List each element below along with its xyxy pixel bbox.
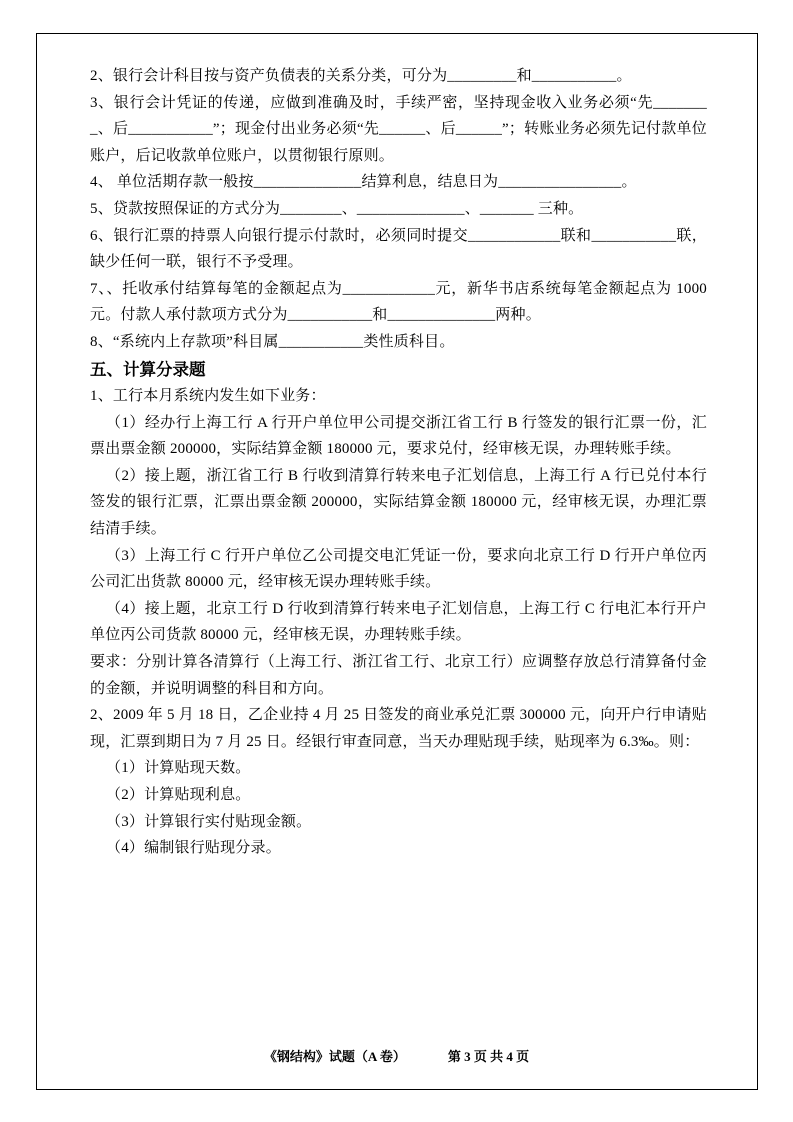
document-content bbox=[90, 63, 707, 862]
question-7: 7、、托收承付结算每笔的金额起点为____________元，新华书店系统每笔金额起点为 1000 元。付款人承付款项方式分为___________和______________两种。 bbox=[90, 280, 707, 324]
calc-problem-1-intro: 1、工行本月系统内发生如下业务： bbox=[90, 388, 326, 405]
calc-problem-2-item-1: （1）计算贴现天数。 bbox=[106, 760, 251, 777]
footer-page-number: 第 3 页 共 4 页 bbox=[447, 1049, 530, 1064]
footer-exam-title: 《钢结构》试题（A 卷） bbox=[263, 1049, 406, 1064]
question-3: 3、银行会计凭证的传递，应做到准确及时，手续严密，坚持现金收入业务必须“先________、后___________”；现金付出业务必须“先______、后______”；转账业务必须先记付款单位账户，后记收款单位账户，以贯彻银行原则。 bbox=[90, 94, 707, 164]
calc-problem-1-requirement: 要求：分别计算各清算行（上海工行、浙江省工行、北京工行）应调整存放总行清算备付金的金额，并说明调整的科目和方向。 bbox=[90, 653, 707, 697]
calc-problem-2-item-2: （2）计算贴现利息。 bbox=[106, 786, 251, 803]
calc-problem-1-item-3: （3）上海工行 C 行开户单位乙公司提交电汇凭证一份，要求向北京工行 D 行开户单位丙公司汇出货款 80000 元，经审核无误办理转账手续。 bbox=[90, 547, 707, 591]
calc-problem-1-item-1: （1）经办行上海工行 A 行开户单位甲公司提交浙江省工行 B 行签发的银行汇票一份，汇票出票金额 200000，实际结算金额 180000 元，要求兑付，经审核无误，办理转账手续。 bbox=[90, 414, 707, 458]
calc-problem-2-item-4: （4）编制银行贴现分录。 bbox=[106, 840, 281, 857]
section-heading-calc: 五、计算分录题 bbox=[90, 359, 206, 379]
question-4: 4、 单位活期存款一般按______________结算利息，结息日为________________。 bbox=[90, 174, 637, 191]
calc-problem-1-item-2: （2）接上题，浙江省工行 B 行收到清算行转来电子汇划信息，上海工行 A 行已兑付本行签发的银行汇票，汇票出票金额 200000，实际结算金额 180000 元，经审核无误，办理汇票结清手续。 bbox=[90, 467, 707, 537]
calc-problem-2-item-3: （3）计算银行实付贴现金额。 bbox=[106, 813, 312, 830]
question-5: 5、贷款按照保证的方式分为________、______________、_______ 三种。 bbox=[90, 200, 584, 217]
calc-problem-1-item-4: （4）接上题，北京工行 D 行收到清算行转来电子汇划信息，上海工行 C 行电汇本行开户单位丙公司货款 80000 元，经审核无误，办理转账手续。 bbox=[90, 600, 707, 644]
question-6: 6、银行汇票的持票人向银行提示付款时，必须同时提交____________联和___________联，缺少任何一联，银行不予受理。 bbox=[90, 227, 707, 271]
calc-problem-2-intro: 2、2009 年 5 月 18 日，乙企业持 4 月 25 日签发的商业承兑汇票 300000 元，向开户行申请贴现，汇票到期日为 7 月 25 日。经银行审查同意，当天办理贴现手续，贴现率为 6.3‰。则： bbox=[90, 707, 707, 750]
question-2: 2、银行会计科目按与资产负债表的关系分类，可分为_________和___________。 bbox=[90, 68, 632, 84]
page-footer bbox=[0, 1047, 793, 1067]
question-8: 8、“系统内上存款项”科目属___________类性质科目。 bbox=[90, 333, 455, 350]
